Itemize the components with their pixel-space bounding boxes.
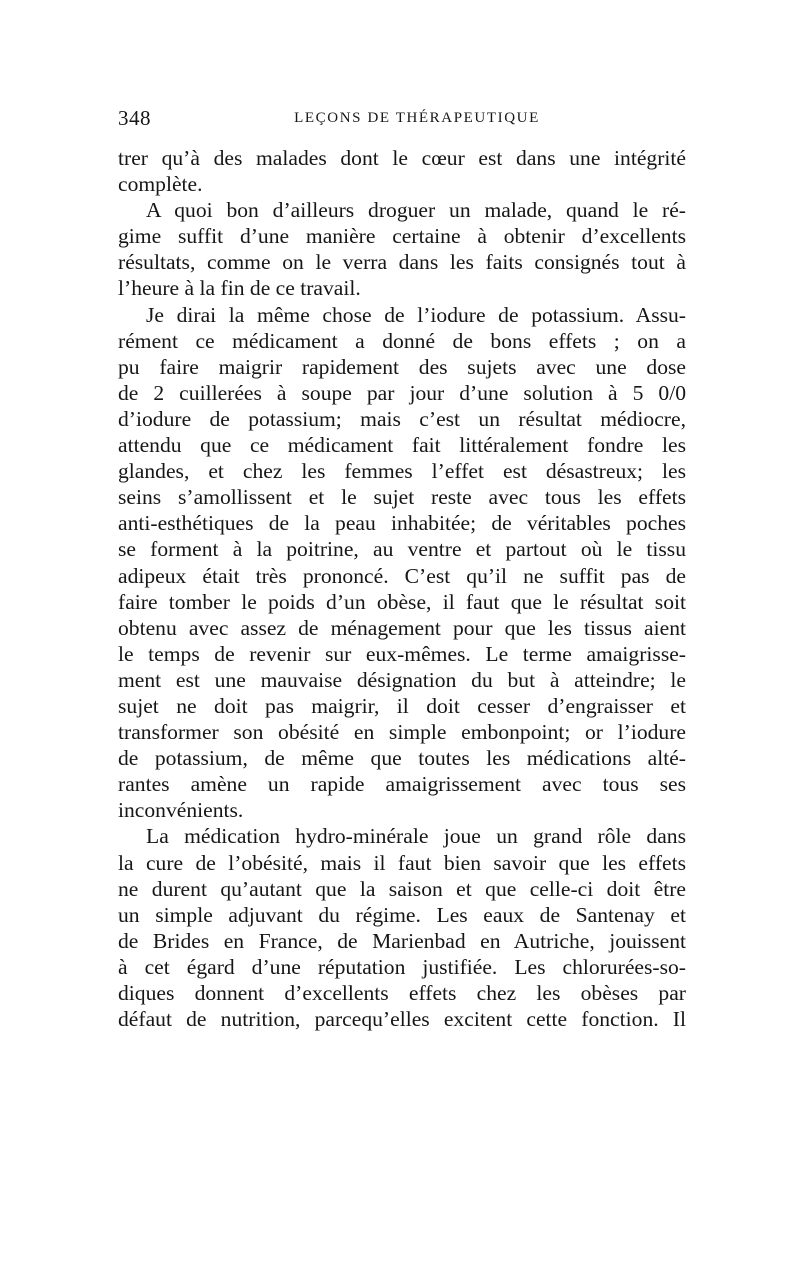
text-line: de Brides en France, de Marienbad en Autriche, jouissent: [118, 928, 686, 953]
text-line: de potassium, de même que toutes les médications alté-: [118, 746, 686, 771]
running-title: LEÇONS DE THÉRAPEUTIQUE: [294, 110, 540, 126]
text-line: pu faire maigrir rapidement des sujets avec une dose: [118, 354, 686, 379]
body-text: [118, 145, 686, 1032]
text-line: trer qu’à des malades dont le cœur est dans une intégrité: [118, 146, 686, 170]
text-line: de 2 cuillerées à soupe par jour d’une solution à 5 0/0: [118, 380, 686, 405]
text-line: rément ce médicament a donné de bons effets ; on a: [118, 328, 686, 353]
text-line: Je dirai la même chose de l’iodure de potassium. Assu-: [146, 302, 686, 327]
text-line: inconvénients.: [118, 798, 244, 823]
text-line: résultats, comme on le verra dans les faits consignés tout à: [118, 250, 686, 275]
running-head: [118, 104, 686, 132]
text-line: ment est une mauvaise désignation du but à atteindre; le: [118, 667, 686, 692]
text-line: diques donnent d’excellents effets chez les obèses par: [118, 981, 686, 1005]
text-line: l’heure à la fin de ce travail.: [118, 276, 361, 301]
text-line: glandes, et chez les femmes l’effet est désastreux; les: [118, 459, 686, 484]
text-line: anti-esthétiques de la peau inhabitée; de véritables poches: [118, 511, 686, 536]
text-line: se forment à la poitrine, au ventre et partout où le tissu: [118, 537, 686, 562]
text-line: attendu que ce médicament fait littéralement fondre les: [118, 433, 686, 458]
text-line: le temps de revenir sur eux-mêmes. Le terme amaigrisse-: [118, 641, 686, 666]
text-line: défaut de nutrition, parcequ’elles excitent cette fonction. Il: [118, 1007, 686, 1032]
text-line: ne durent qu’autant que la saison et que celle-ci doit être: [118, 876, 686, 901]
text-line: La médication hydro-minérale joue un grand rôle dans: [146, 824, 686, 849]
text-line: rantes amène un rapide amaigrissement avec tous ses: [118, 772, 686, 797]
text-line: un simple adjuvant du régime. Les eaux de Santenay et: [118, 902, 686, 927]
text-line: transformer son obésité en simple embonpoint; or l’iodure: [118, 720, 686, 745]
text-line: adipeux était très prononcé. C’est qu’il ne suffit pas de: [118, 563, 686, 588]
page-number: 348: [118, 106, 151, 130]
text-line: seins s’amollissent et le sujet reste avec tous les effets: [118, 485, 686, 510]
text-line: la cure de l’obésité, mais il faut bien savoir que les effets: [118, 850, 686, 875]
text-line: à cet égard d’une réputation justifiée. Les chlorurées-so-: [118, 954, 686, 979]
text-line: sujet ne doit pas maigrir, il doit cesser d’engraisser et: [118, 693, 686, 718]
text-line: faire tomber le poids d’un obèse, il faut que le résultat soit: [118, 589, 686, 614]
text-line: d’iodure de potassium; mais c’est un résultat médiocre,: [118, 406, 686, 431]
text-line: A quoi bon d’ailleurs droguer un malade, quand le ré-: [146, 198, 686, 223]
text-line: obtenu avec assez de ménagement pour que les tissus aient: [118, 615, 686, 640]
text-line: gime suffit d’une manière certaine à obtenir d’excellents: [118, 224, 686, 249]
text-line: complète.: [118, 172, 203, 197]
